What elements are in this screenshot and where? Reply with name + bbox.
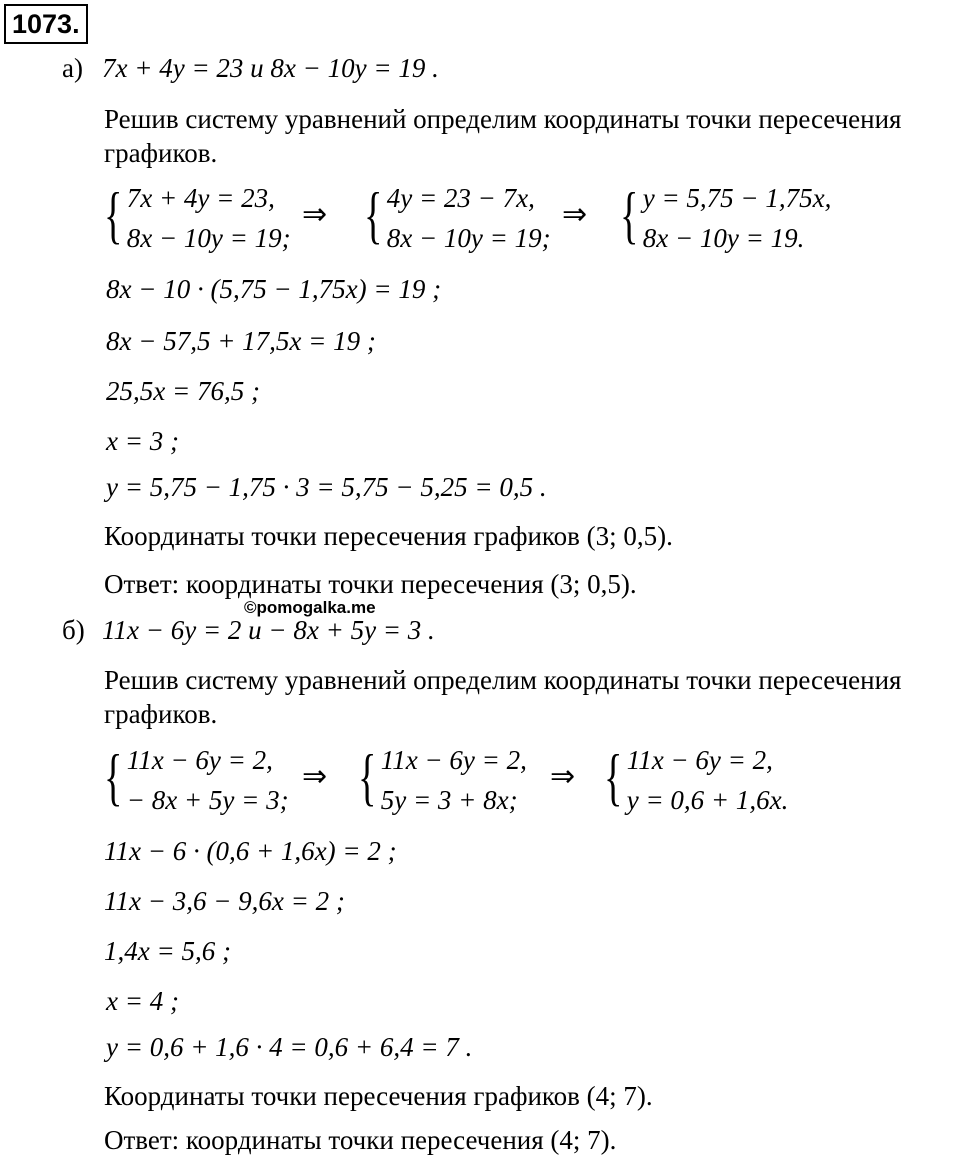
part-a-intro-line2: графиков. [104,138,218,168]
part-a-step: 8x − 10 · (5,75 − 1,75x) = 19 ; [106,274,442,304]
part-a-system-1 [104,178,291,258]
part-a-statement: 7x + 4y = 23 и 8x − 10y = 19 . [102,53,439,83]
system-equation: 8x − 10y = 19. [642,223,805,253]
system-equation: y = 0,6 + 1,6x. [626,785,789,815]
problem-number: 1073. [4,4,88,44]
part-b-system-3 [604,740,788,820]
system-equation: 11x − 6y = 2, [126,745,273,775]
part-a-system-3 [620,178,831,258]
implies-arrow-icon: ⇒ [302,197,328,232]
part-b-step: y = 0,6 + 1,6 · 4 = 0,6 + 6,4 = 7 . [106,1032,473,1062]
part-a-answer: Ответ: координаты точки пересечения (3; 0,5). [104,569,637,599]
part-b-conclusion: Координаты точки пересечения графиков (4; 7). [104,1081,653,1111]
brace-icon: { [604,741,623,812]
part-b-step: 11x − 6 · (0,6 + 1,6x) = 2 ; [104,836,397,866]
part-b-label: б) [62,615,85,645]
system-equation: 7x + 4y = 23, [126,183,275,213]
part-b-system-2 [358,740,527,820]
brace-icon: { [364,179,383,250]
system-equation: − 8x + 5y = 3; [126,785,289,815]
system-equation: 11x − 6y = 2, [626,745,773,775]
brace-icon: { [620,179,639,250]
system-equation: y = 5,75 − 1,75x, [642,183,832,213]
part-b-intro-line1: Решив систему уравнений определим координаты точки пересечения [104,665,902,695]
part-a-step: 8x − 57,5 + 17,5x = 19 ; [106,326,376,356]
part-b-statement: 11x − 6y = 2 и − 8x + 5y = 3 . [102,615,435,645]
part-a-step: 25,5x = 76,5 ; [106,376,260,406]
part-a-step: y = 5,75 − 1,75 · 3 = 5,75 − 5,25 = 0,5 . [106,472,547,502]
system-equation: 8x − 10y = 19; [386,223,551,253]
part-a-intro-line1: Решив систему уравнений определим координаты точки пересечения [104,104,902,134]
implies-arrow-icon: ⇒ [550,759,576,794]
part-b-step: x = 4 ; [106,986,179,1016]
system-equation: 4y = 23 − 7x, [386,183,535,213]
part-b-intro-line2: графиков. [104,699,218,729]
part-b-answer: Ответ: координаты точки пересечения (4; 7). [104,1125,617,1155]
system-equation: 8x − 10y = 19; [126,223,291,253]
system-equation: 11x − 6y = 2, [380,745,527,775]
brace-icon: { [104,741,123,812]
brace-icon: { [358,741,377,812]
brace-icon: { [104,179,123,250]
part-b-system-1 [104,740,289,820]
system-equation: 5y = 3 + 8x; [380,785,518,815]
part-b-step: 11x − 3,6 − 9,6x = 2 ; [104,886,345,916]
implies-arrow-icon: ⇒ [562,197,588,232]
part-a-step: x = 3 ; [106,426,179,456]
implies-arrow-icon: ⇒ [302,759,328,794]
part-a-label: а) [62,53,83,83]
watermark: ©pomogalka.me [244,598,376,617]
part-a-conclusion: Координаты точки пересечения графиков (3; 0,5). [104,521,673,551]
part-b-step: 1,4x = 5,6 ; [104,936,231,966]
part-a-system-2 [364,178,551,258]
